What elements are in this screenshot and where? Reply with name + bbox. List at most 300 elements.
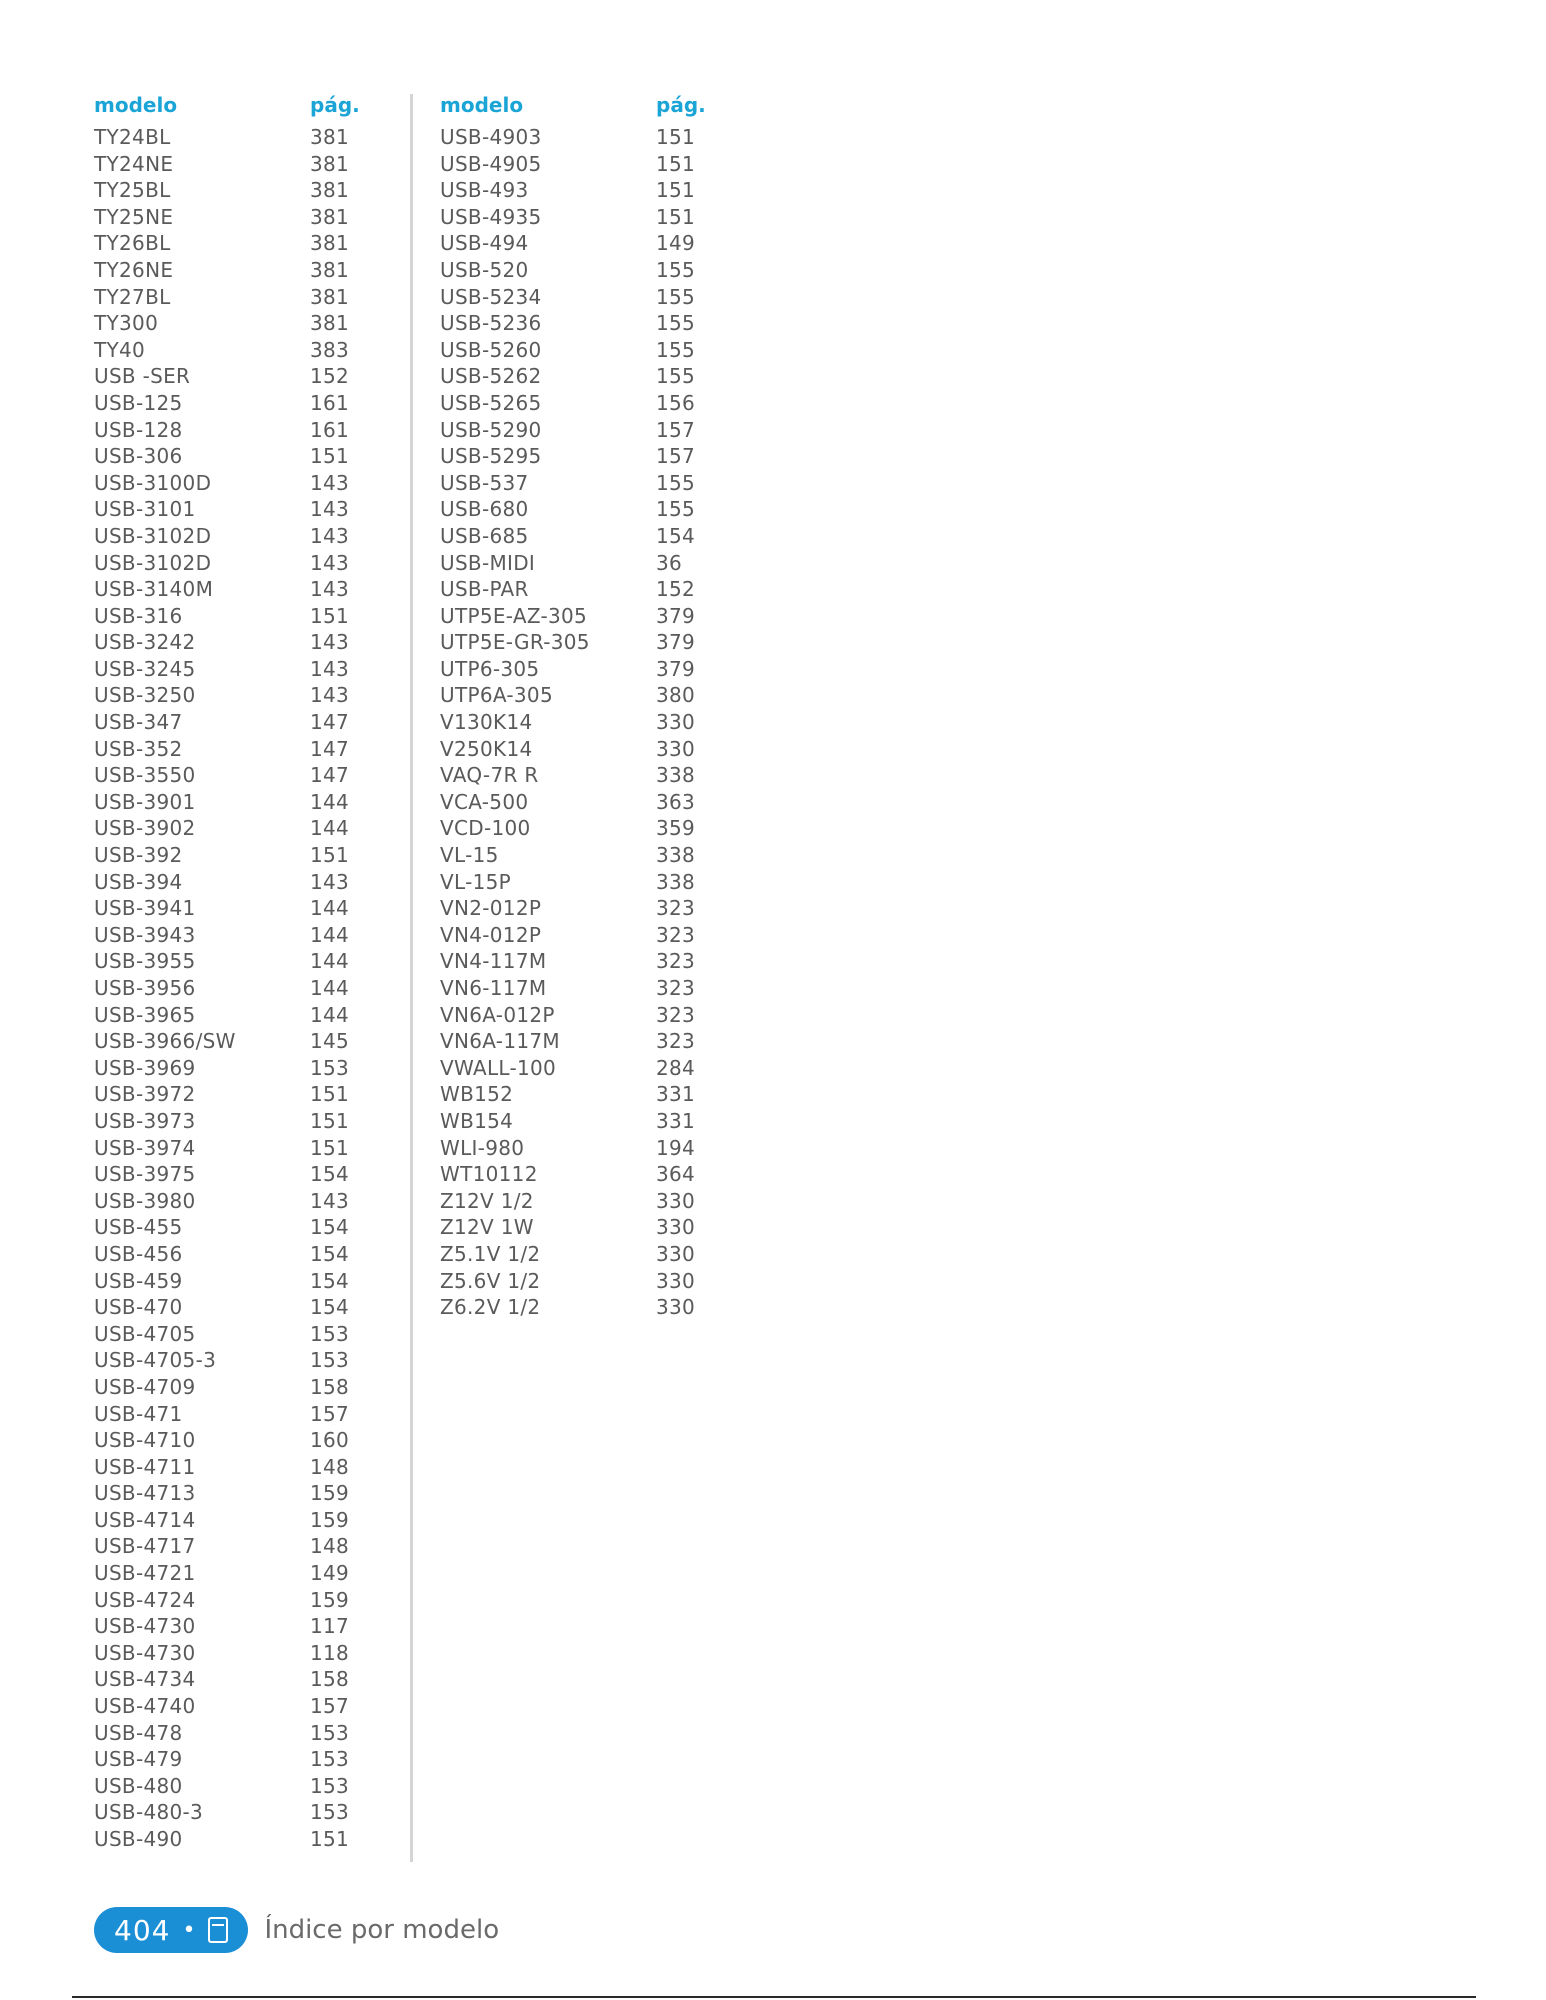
index-row xyxy=(94,124,370,151)
page-ref: 143 xyxy=(310,869,350,894)
index-row xyxy=(94,523,370,550)
model-name: USB-455 xyxy=(94,1215,183,1240)
model-name: USB-3250 xyxy=(94,683,196,708)
model-name: USB-3943 xyxy=(94,922,196,947)
page-ref: 153 xyxy=(310,1321,350,1346)
model-name: USB-4710 xyxy=(94,1428,196,1453)
model-name: USB-352 xyxy=(94,736,183,761)
page-ref: 144 xyxy=(310,949,350,974)
index-row xyxy=(94,1002,370,1029)
model-name: USB-4717 xyxy=(94,1534,196,1559)
model-name: USB-3901 xyxy=(94,789,196,814)
model-name: USB-3100D xyxy=(94,470,212,495)
index-row xyxy=(440,284,716,311)
model-name: USB-128 xyxy=(94,417,183,442)
page-ref: 143 xyxy=(310,550,350,575)
page-ref: 323 xyxy=(656,976,696,1000)
model-name: VCD-100 xyxy=(440,816,531,841)
page-ref: 151 xyxy=(656,125,696,149)
index-row xyxy=(94,1268,370,1295)
page-ref: 153 xyxy=(310,1720,350,1745)
model-name: USB-478 xyxy=(94,1720,183,1745)
page-ref: 153 xyxy=(310,1747,350,1772)
index-row xyxy=(440,523,716,550)
index-row xyxy=(94,1799,370,1826)
index-row xyxy=(94,1081,370,1108)
model-name: USB-3101 xyxy=(94,497,196,522)
model-name: USB-3140M xyxy=(94,577,214,602)
page-ref: 323 xyxy=(656,896,696,921)
index-row xyxy=(94,1241,370,1268)
model-name: V130K14 xyxy=(440,710,533,735)
page-ref: 161 xyxy=(310,390,350,415)
model-name: USB-125 xyxy=(94,390,183,415)
model-name: WT10112 xyxy=(440,1162,538,1187)
index-row xyxy=(440,869,716,896)
model-name: VN4-012P xyxy=(440,922,542,947)
index-row xyxy=(94,709,370,736)
model-name: USB-3974 xyxy=(94,1135,196,1160)
index-row xyxy=(440,895,716,922)
index-row xyxy=(94,1108,370,1135)
index-row xyxy=(94,1640,370,1667)
model-name: USB-4705-3 xyxy=(94,1348,217,1373)
index-row xyxy=(440,390,716,417)
index-row xyxy=(94,1560,370,1587)
model-name: USB-306 xyxy=(94,444,183,469)
left-column-header xyxy=(94,90,370,120)
page-ref: 154 xyxy=(310,1241,350,1266)
page-ref: 381 xyxy=(310,257,350,282)
index-row xyxy=(94,230,370,257)
model-name: USB-456 xyxy=(94,1241,183,1266)
bottom-rule xyxy=(72,1996,1476,1998)
page-footer xyxy=(94,1907,499,1953)
index-row xyxy=(440,709,716,736)
page-ref: 364 xyxy=(656,1162,696,1187)
page-ref: 151 xyxy=(310,843,350,868)
index-row xyxy=(94,390,370,417)
page-ref: 380 xyxy=(656,683,696,708)
page-ref: 159 xyxy=(310,1481,350,1506)
index-row xyxy=(440,1028,716,1055)
page-ref: 151 xyxy=(310,603,350,628)
page-ref: 379 xyxy=(656,630,696,655)
page-ref: 338 xyxy=(656,869,696,894)
model-name: USB-3965 xyxy=(94,1002,196,1027)
index-row xyxy=(440,975,716,1002)
model-name: USB-3941 xyxy=(94,896,196,921)
index-row xyxy=(94,1374,370,1401)
page-ref: 331 xyxy=(656,1108,696,1133)
book-icon xyxy=(208,1917,228,1943)
index-row xyxy=(94,1028,370,1055)
model-name: USB-459 xyxy=(94,1268,183,1293)
model-name: USB-480-3 xyxy=(94,1800,204,1825)
index-row xyxy=(94,895,370,922)
page-ref: 151 xyxy=(656,204,696,229)
page-ref: 330 xyxy=(656,736,696,761)
page-ref: 338 xyxy=(656,843,696,868)
model-name: USB-490 xyxy=(94,1827,183,1851)
index-row xyxy=(94,417,370,444)
page-ref: 323 xyxy=(656,1002,696,1027)
page-ref: 153 xyxy=(310,1800,350,1825)
index-row xyxy=(94,922,370,949)
model-name: VAQ-7R R xyxy=(440,763,539,788)
page-ref: 147 xyxy=(310,763,350,788)
page-ref: 149 xyxy=(310,1561,350,1586)
index-row xyxy=(440,177,716,204)
index-row xyxy=(440,656,716,683)
index-row xyxy=(94,1773,370,1800)
header-page: pág. xyxy=(656,93,706,117)
model-name: USB-494 xyxy=(440,231,529,256)
index-row xyxy=(440,682,716,709)
model-name: USB-394 xyxy=(94,869,183,894)
index-row xyxy=(94,1587,370,1614)
model-name: WB154 xyxy=(440,1108,514,1133)
index-row xyxy=(440,1055,716,1082)
index-row xyxy=(94,496,370,523)
index-row xyxy=(440,922,716,949)
index-row xyxy=(94,177,370,204)
model-name: USB-4730 xyxy=(94,1640,196,1665)
model-name: Z5.6V 1/2 xyxy=(440,1268,541,1293)
page-ref: 152 xyxy=(656,577,696,602)
page-ref: 153 xyxy=(310,1348,350,1373)
page-ref: 330 xyxy=(656,1188,696,1213)
page-ref: 381 xyxy=(310,151,350,176)
page-ref: 330 xyxy=(656,1268,696,1293)
index-row xyxy=(94,842,370,869)
page-ref: 153 xyxy=(310,1773,350,1798)
index-row xyxy=(94,1188,370,1215)
index-row xyxy=(94,337,370,364)
page-ref: 381 xyxy=(310,231,350,256)
index-row xyxy=(440,762,716,789)
index-row xyxy=(94,1693,370,1720)
model-name: TY25BL xyxy=(94,178,171,203)
page-ref: 323 xyxy=(656,1029,696,1054)
index-row xyxy=(440,842,716,869)
model-name: USB-4730 xyxy=(94,1614,196,1639)
model-name: VWALL-100 xyxy=(440,1055,557,1080)
index-row xyxy=(94,948,370,975)
page-ref: 156 xyxy=(656,390,696,415)
index-row xyxy=(440,1268,716,1295)
page-ref: 153 xyxy=(310,1055,350,1080)
page-ref: 161 xyxy=(310,417,350,442)
index-row xyxy=(440,470,716,497)
model-name: USB-4713 xyxy=(94,1481,196,1506)
page-ref: 381 xyxy=(310,284,350,309)
index-row xyxy=(94,869,370,896)
model-name: USB-3102D xyxy=(94,523,212,548)
model-name: USB-3969 xyxy=(94,1055,196,1080)
page-ref: 145 xyxy=(310,1029,350,1054)
page-ref: 143 xyxy=(310,497,350,522)
model-name: USB-537 xyxy=(440,470,529,495)
page-ref: 151 xyxy=(310,1135,350,1160)
model-name: Z5.1V 1/2 xyxy=(440,1241,541,1266)
index-row xyxy=(94,1055,370,1082)
header-model: modelo xyxy=(94,93,178,117)
model-name: USB-4711 xyxy=(94,1454,196,1479)
page-ref: 151 xyxy=(310,1082,350,1107)
model-name: USB-685 xyxy=(440,523,529,548)
index-row xyxy=(440,151,716,178)
index-row xyxy=(440,443,716,470)
page-ref: 144 xyxy=(310,896,350,921)
model-name: UTP5E-GR-305 xyxy=(440,630,590,655)
index-row xyxy=(94,1826,370,1853)
page-ref: 379 xyxy=(656,656,696,681)
page-ref: 143 xyxy=(310,656,350,681)
model-name: USB-4734 xyxy=(94,1667,196,1692)
index-row xyxy=(94,204,370,231)
page-ref: 151 xyxy=(310,1827,350,1851)
index-row xyxy=(440,204,716,231)
right-index-column xyxy=(440,90,716,1321)
index-row xyxy=(440,576,716,603)
model-name: USB-PAR xyxy=(440,577,529,602)
header-page: pág. xyxy=(310,93,360,117)
index-row xyxy=(94,629,370,656)
section-label: Índice por modelo xyxy=(264,1915,500,1945)
index-row xyxy=(94,470,370,497)
index-row xyxy=(94,1533,370,1560)
page-ref: 379 xyxy=(656,603,696,628)
model-name: VL-15 xyxy=(440,843,499,868)
page-ref: 158 xyxy=(310,1667,350,1692)
model-name: WLI-980 xyxy=(440,1135,525,1160)
index-row xyxy=(440,1214,716,1241)
page-ref: 143 xyxy=(310,470,350,495)
index-row xyxy=(94,1347,370,1374)
model-name: USB-4705 xyxy=(94,1321,196,1346)
page-ref: 154 xyxy=(310,1268,350,1293)
index-row xyxy=(440,629,716,656)
model-name: USB-5236 xyxy=(440,311,542,336)
index-row xyxy=(440,496,716,523)
index-row xyxy=(94,1321,370,1348)
model-name: TY24BL xyxy=(94,125,171,149)
model-name: VN6A-117M xyxy=(440,1029,560,1054)
index-row xyxy=(440,1081,716,1108)
page-ref: 323 xyxy=(656,949,696,974)
model-name: USB-5290 xyxy=(440,417,542,442)
page-ref: 155 xyxy=(656,364,696,389)
page-ref: 154 xyxy=(656,523,696,548)
page-ref: 144 xyxy=(310,1002,350,1027)
page-ref: 143 xyxy=(310,1188,350,1213)
index-row xyxy=(94,257,370,284)
page-number: 404 xyxy=(114,1913,171,1947)
model-name: USB-3956 xyxy=(94,976,196,1000)
right-column-header xyxy=(440,90,716,120)
model-name: USB-3955 xyxy=(94,949,196,974)
index-row xyxy=(94,550,370,577)
index-row xyxy=(94,1427,370,1454)
page-ref: 155 xyxy=(656,470,696,495)
index-row xyxy=(440,1188,716,1215)
model-name: UTP5E-AZ-305 xyxy=(440,603,588,628)
model-name: USB-3550 xyxy=(94,763,196,788)
model-name: USB-3102D xyxy=(94,550,212,575)
model-name: VN2-012P xyxy=(440,896,542,921)
model-name: USB-4740 xyxy=(94,1694,196,1719)
model-name: USB-4709 xyxy=(94,1374,196,1399)
index-row xyxy=(440,337,716,364)
page-ref: 151 xyxy=(310,444,350,469)
model-name: Z12V 1W xyxy=(440,1215,534,1240)
index-row xyxy=(440,948,716,975)
index-row xyxy=(94,603,370,630)
index-row xyxy=(94,1720,370,1747)
index-row xyxy=(94,1401,370,1428)
index-row xyxy=(440,815,716,842)
model-name: USB-5234 xyxy=(440,284,542,309)
index-row xyxy=(440,363,716,390)
model-name: USB-3245 xyxy=(94,656,196,681)
index-row xyxy=(94,1214,370,1241)
index-row xyxy=(94,762,370,789)
index-row xyxy=(440,310,716,337)
model-name: USB-5265 xyxy=(440,390,542,415)
page-ref: 151 xyxy=(656,178,696,203)
page-ref: 155 xyxy=(656,497,696,522)
index-row xyxy=(94,1294,370,1321)
index-row xyxy=(94,1480,370,1507)
model-name: USB-471 xyxy=(94,1401,183,1426)
page-ref: 143 xyxy=(310,630,350,655)
model-name: TY25NE xyxy=(94,204,174,229)
model-name: USB-3975 xyxy=(94,1162,196,1187)
index-row xyxy=(440,1002,716,1029)
page-ref: 149 xyxy=(656,231,696,256)
model-name: VL-15P xyxy=(440,869,511,894)
model-name: USB-347 xyxy=(94,710,183,735)
index-row xyxy=(94,1613,370,1640)
page-ref: 159 xyxy=(310,1507,350,1532)
index-row xyxy=(94,682,370,709)
page-ref: 157 xyxy=(656,444,696,469)
page-ref: 331 xyxy=(656,1082,696,1107)
page-ref: 330 xyxy=(656,1241,696,1266)
page-ref: 383 xyxy=(310,337,350,362)
left-index-column xyxy=(94,90,370,1853)
page-ref: 144 xyxy=(310,789,350,814)
model-name: USB-3980 xyxy=(94,1188,196,1213)
model-name: TY26BL xyxy=(94,231,171,256)
index-row xyxy=(440,124,716,151)
column-divider xyxy=(410,94,413,1862)
index-row xyxy=(440,230,716,257)
model-name: USB-4721 xyxy=(94,1561,196,1586)
index-row xyxy=(440,736,716,763)
model-name: USB-392 xyxy=(94,843,183,868)
page-ref: 194 xyxy=(656,1135,696,1160)
page-ref: 147 xyxy=(310,710,350,735)
page-ref: 148 xyxy=(310,1534,350,1559)
model-name: WB152 xyxy=(440,1082,514,1107)
page-ref: 144 xyxy=(310,922,350,947)
page-ref: 155 xyxy=(656,284,696,309)
page-ref: 284 xyxy=(656,1055,696,1080)
page-ref: 381 xyxy=(310,311,350,336)
index-row xyxy=(94,151,370,178)
model-name: USB-4903 xyxy=(440,125,542,149)
model-name: USB-4935 xyxy=(440,204,542,229)
page-ref: 330 xyxy=(656,710,696,735)
index-row xyxy=(440,1135,716,1162)
model-name: TY24NE xyxy=(94,151,174,176)
model-name: USB-4905 xyxy=(440,151,542,176)
page-ref: 158 xyxy=(310,1374,350,1399)
index-row xyxy=(94,363,370,390)
model-name: VCA-500 xyxy=(440,789,529,814)
page-ref: 154 xyxy=(310,1162,350,1187)
index-row xyxy=(440,550,716,577)
page-ref: 157 xyxy=(310,1401,350,1426)
index-row xyxy=(94,736,370,763)
index-row xyxy=(94,656,370,683)
index-row xyxy=(440,417,716,444)
index-row xyxy=(94,284,370,311)
page-ref: 157 xyxy=(310,1694,350,1719)
model-name: USB-479 xyxy=(94,1747,183,1772)
page-ref: 155 xyxy=(656,337,696,362)
model-name: Z12V 1/2 xyxy=(440,1188,534,1213)
model-name: USB-680 xyxy=(440,497,529,522)
page-ref: 147 xyxy=(310,736,350,761)
page-ref: 359 xyxy=(656,816,696,841)
model-name: USB-470 xyxy=(94,1295,183,1320)
model-name: TY300 xyxy=(94,311,159,336)
model-name: USB-5260 xyxy=(440,337,542,362)
model-name: TY27BL xyxy=(94,284,171,309)
index-row xyxy=(440,1108,716,1135)
model-name: USB-3973 xyxy=(94,1108,196,1133)
page-ref: 36 xyxy=(656,550,683,575)
page-ref: 152 xyxy=(310,364,350,389)
model-name: USB-520 xyxy=(440,257,529,282)
index-row xyxy=(94,1454,370,1481)
index-row xyxy=(440,789,716,816)
page-ref: 154 xyxy=(310,1295,350,1320)
index-row xyxy=(440,603,716,630)
page-ref: 154 xyxy=(310,1215,350,1240)
index-row xyxy=(94,1135,370,1162)
page-ref: 148 xyxy=(310,1454,350,1479)
index-row xyxy=(94,310,370,337)
page-ref: 381 xyxy=(310,204,350,229)
page-ref: 143 xyxy=(310,523,350,548)
model-name: V250K14 xyxy=(440,736,533,761)
page-ref: 338 xyxy=(656,763,696,788)
index-row xyxy=(94,1746,370,1773)
model-name: UTP6A-305 xyxy=(440,683,553,708)
index-row xyxy=(94,975,370,1002)
model-name: TY40 xyxy=(94,337,146,362)
page-ref: 144 xyxy=(310,976,350,1000)
index-row xyxy=(94,576,370,603)
model-name: Z6.2V 1/2 xyxy=(440,1295,541,1320)
page-ref: 160 xyxy=(310,1428,350,1453)
header-model: modelo xyxy=(440,93,524,117)
model-name: USB-493 xyxy=(440,178,529,203)
